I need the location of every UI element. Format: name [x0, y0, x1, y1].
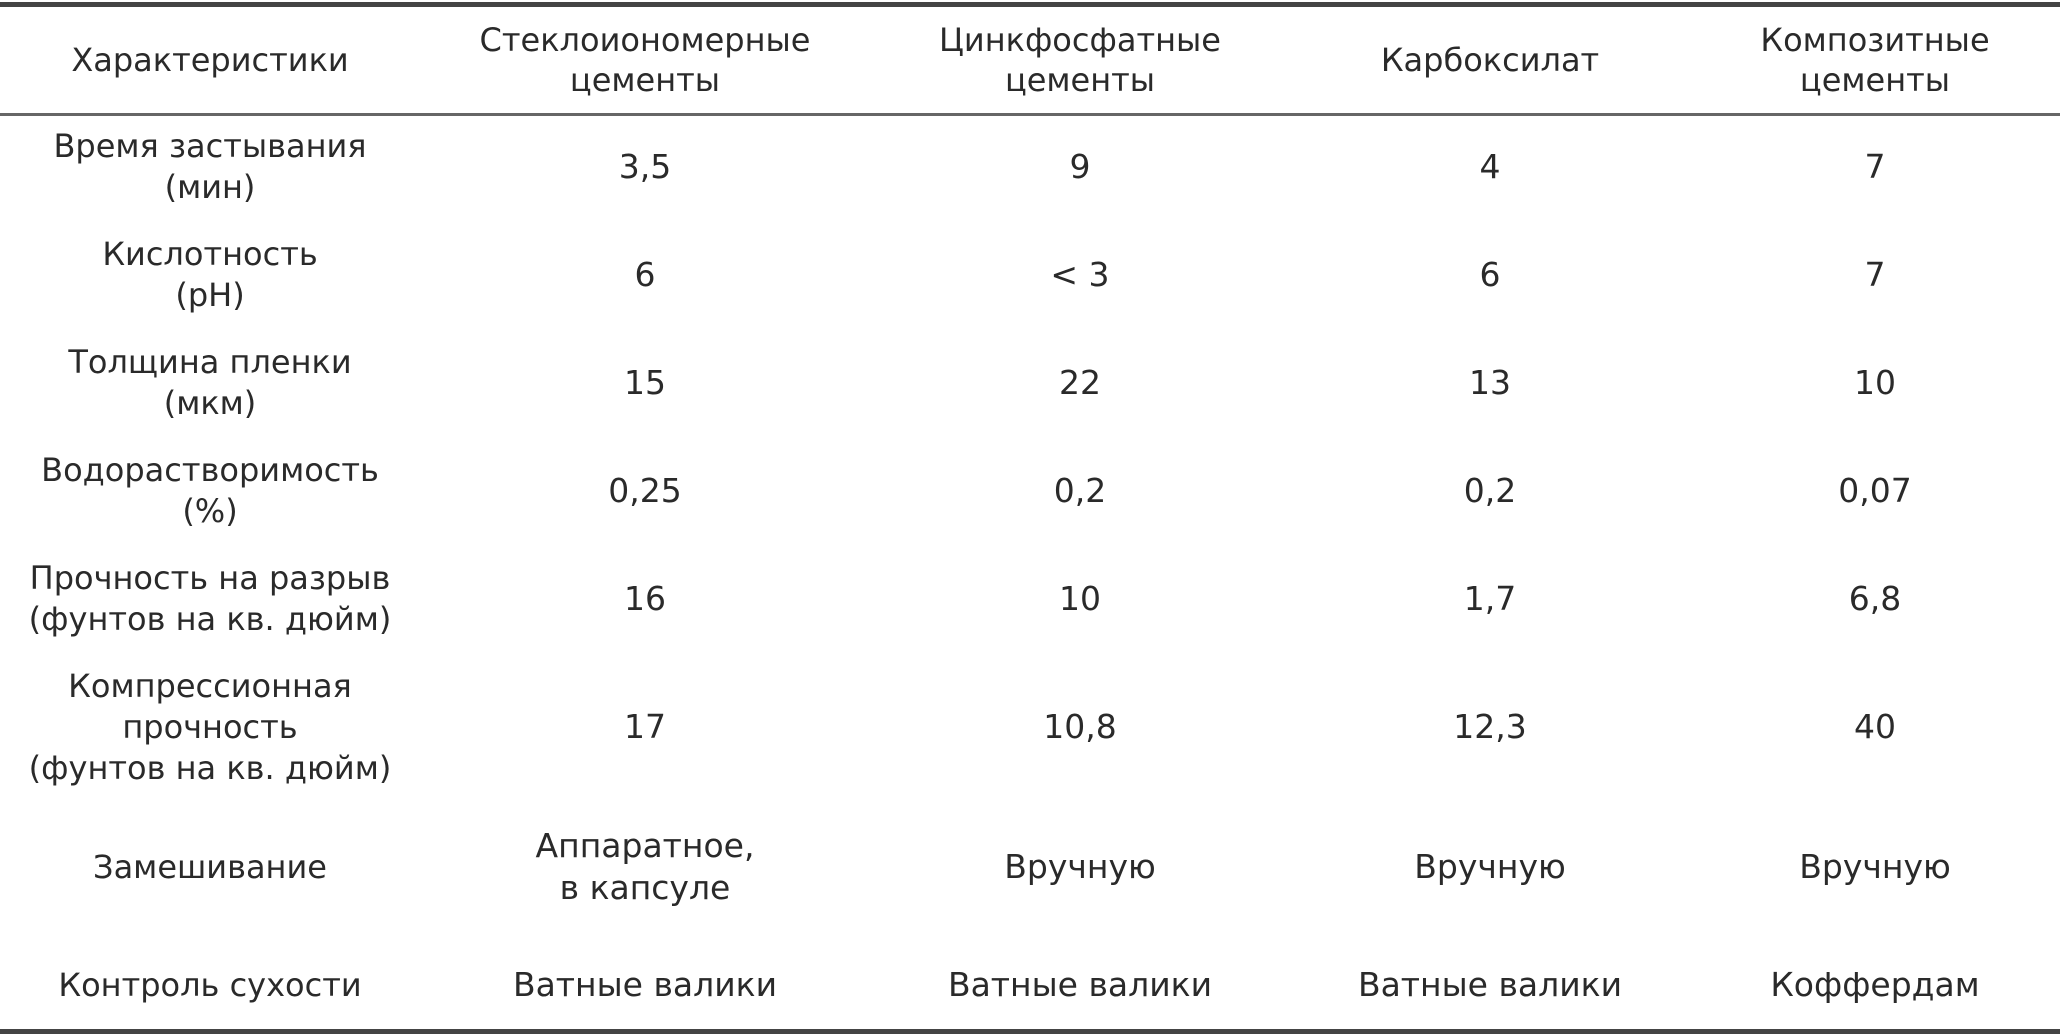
header-glass-ionomer: Стеклоиономерные цементы: [479, 21, 811, 99]
header-characteristics: Характеристики: [71, 41, 349, 79]
table-cell: 16: [624, 579, 666, 618]
table-cell: 17: [624, 707, 666, 746]
header-zinc-phosphate: Цинкфосфатные цементы: [939, 21, 1221, 99]
table-cell: 4: [1479, 147, 1501, 186]
table-cell: 0,2: [1053, 471, 1107, 510]
row-label: Кислотность (pH): [102, 235, 318, 314]
table-cell: 0,2: [1463, 471, 1517, 510]
row-label: Компрессионная прочность (фунтов на кв. дюйм): [28, 666, 392, 787]
header-composite: Композитные цементы: [1760, 21, 1990, 99]
cement-properties-table: [0, 7, 2060, 1029]
table-cell: < 3: [1050, 255, 1110, 294]
table-cell: 13: [1469, 363, 1511, 402]
table-cell: 10: [1059, 579, 1101, 618]
table-cell: 12,3: [1453, 707, 1527, 746]
table-cell: 7: [1864, 147, 1886, 186]
table-cell: 7: [1864, 255, 1886, 294]
table-cell: 40: [1854, 707, 1896, 746]
table-cell: 15: [624, 363, 666, 402]
header-carboxylate: Карбоксилат: [1380, 41, 1600, 79]
row-label: Водорастворимость (%): [41, 451, 379, 530]
table-cell: 10: [1854, 363, 1896, 402]
row-label: Прочность на разрыв (фунтов на кв. дюйм): [28, 559, 392, 638]
table-cell: 1,7: [1463, 579, 1517, 618]
row-label: Толщина пленки (мкм): [68, 343, 352, 422]
table-cell: Вручную: [1799, 847, 1951, 886]
table-cell: 6,8: [1848, 579, 1902, 618]
table-cell: Ватные валики: [1357, 965, 1623, 1004]
row-label: Время застывания (мин): [53, 127, 367, 206]
table-cell: 22: [1059, 363, 1101, 402]
table-cell: Аппаратное, в капсуле: [535, 826, 755, 907]
table-cell: Вручную: [1414, 847, 1566, 886]
row-label: Замешивание: [93, 847, 327, 886]
table-cell: 10,8: [1043, 707, 1117, 746]
table-cell: Вручную: [1004, 847, 1156, 886]
table-cell: Ватные валики: [512, 965, 778, 1004]
table-cell: Коффердам: [1770, 965, 1980, 1004]
table-cell: 0,25: [608, 471, 682, 510]
table-cell: Ватные валики: [947, 965, 1213, 1004]
row-label: Контроль сухости: [58, 965, 362, 1004]
table-cell: 9: [1069, 147, 1091, 186]
table-cell: 3,5: [618, 147, 672, 186]
table-cell: 6: [1479, 255, 1501, 294]
table-cell: 0,07: [1838, 471, 1912, 510]
table-cell: 6: [634, 255, 656, 294]
